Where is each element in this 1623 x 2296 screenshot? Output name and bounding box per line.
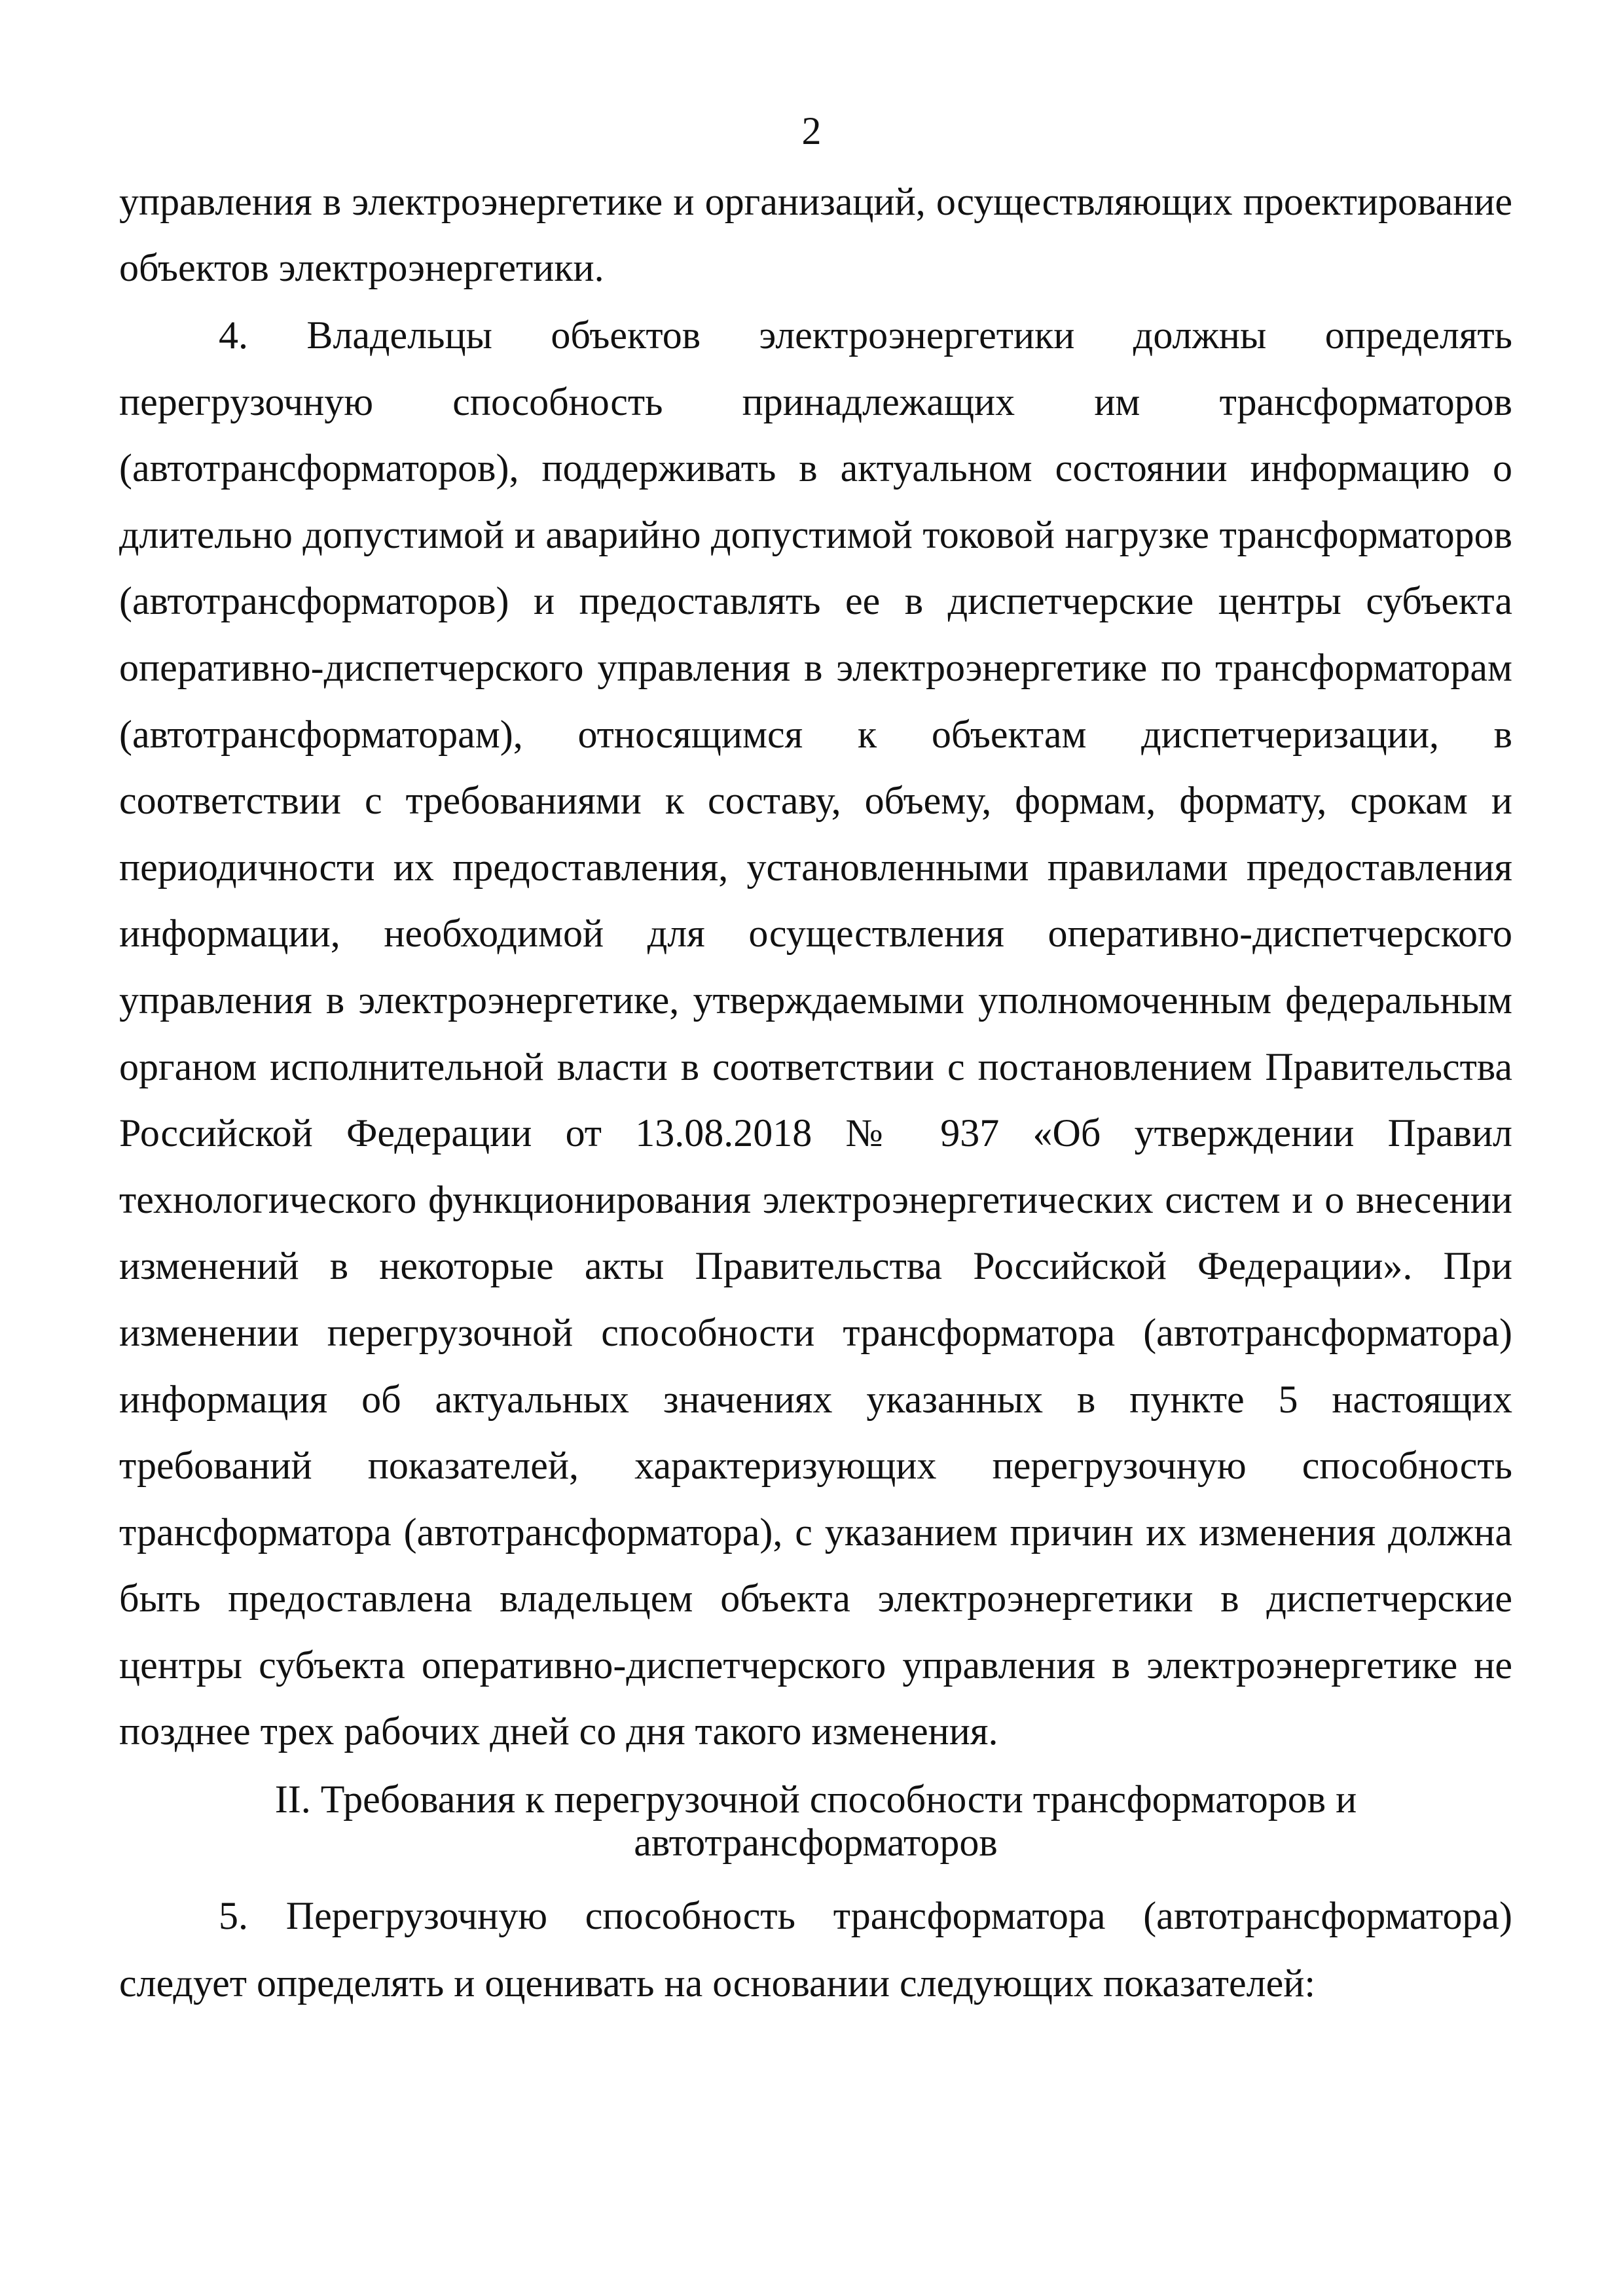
paragraph-5: 5. Перегрузочную способность трансформатора (автотрансформатора) следует определять и оценивать на основании следующих показателей: xyxy=(119,1894,1512,2005)
section-2-heading-line-2: автотрансформаторов xyxy=(634,1821,998,1864)
continuation-paragraph: управления в электроэнергетике и организаций, осуществляющих проектирование объектов электроэнергетики. xyxy=(119,180,1512,289)
section-2-heading-line-1: II. Требования к перегрузочной способности трансформаторов и xyxy=(274,1778,1357,1821)
section-2-heading xyxy=(119,1778,1512,1864)
paragraph-4: 4. Владельцы объектов электроэнергетики должны определять перегрузочную способность принадлежащих им трансформаторов (автотрансформаторов), поддерживать в актуальном состоянии информацию о длительно допустимой и аварийно допустимой токовой нагрузке трансформаторов (автотрансформаторов) и предоставлять ее в диспетчерские центры субъекта оперативно-диспетчерского управления в электроэнергетике по трансформаторам (автотрансформаторам), относящимся к объектам диспетчеризации, в соответствии с требованиями к составу, объему, формам, формату, срокам и периодичности их предоставления, установленными правилами предоставления информации, необходимой для осуществления оперативно-диспетчерского управления в электроэнергетике, утверждаемыми уполномоченным федеральным органом исполнительной власти в соответствии с постановлением Правительства Российской Федерации от 13.08.2018 № 937 «Об утверждении Правил технологического функционирования электроэнергетических систем и о внесении изменений в некоторые акты Правительства Российской Федерации». При изменении перегрузочной способности трансформатора (автотрансформатора) информация об актуальных значениях указанных в пункте 5 настоящих требований показателей, характеризующих перегрузочную способность трансформатора (автотрансформатора), с указанием причин их изменения должна быть предоставлена владельцем объекта электроэнергетики в диспетчерские центры субъекта оперативно-диспетчерского управления в электроэнергетике не позднее трех рабочих дней со дня такого изменения. xyxy=(119,314,1512,1753)
page-number: 2 xyxy=(801,109,822,152)
